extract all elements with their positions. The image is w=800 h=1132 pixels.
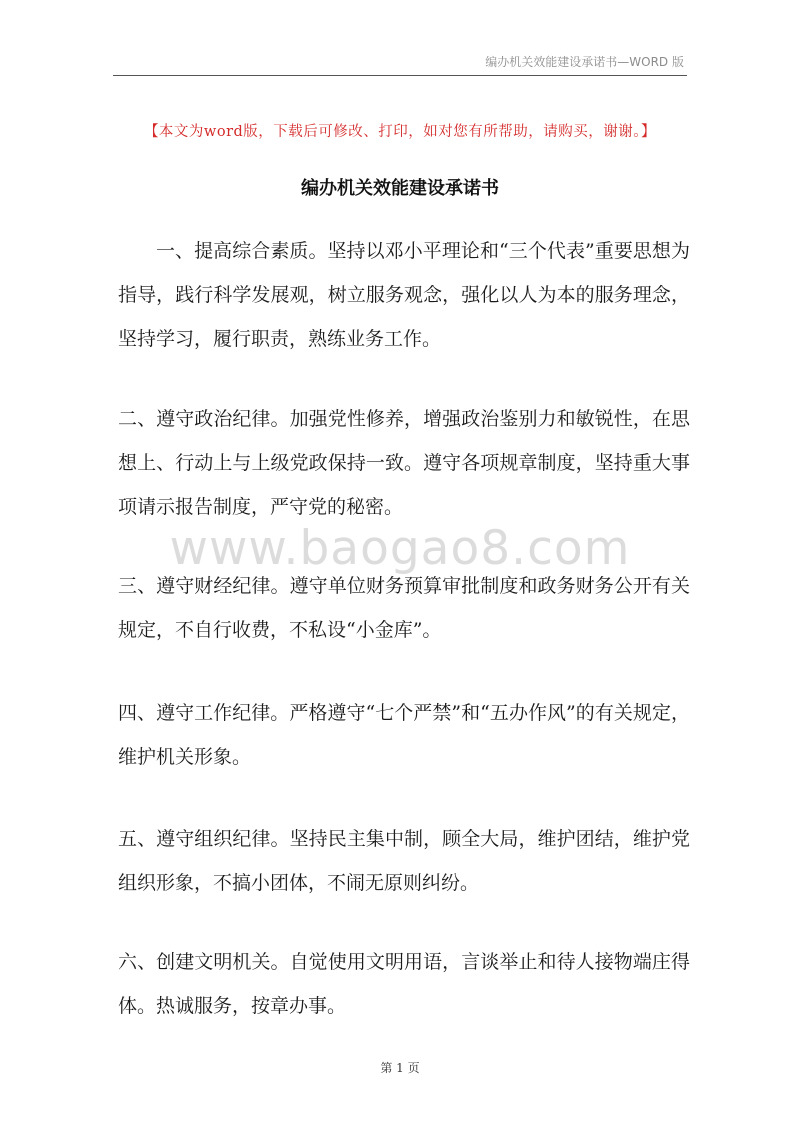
paragraph-2: 二、遵守政治纪律。加强党性修养，增强政治鉴别力和敏锐性，在思想上、行动上与上级党政保持一致。遵守各项规章制度，坚持重大事项请示报告制度，严守党的秘密。	[118, 408, 690, 518]
document-title: 编办机关效能建设承诺书	[301, 178, 499, 199]
paragraph-6: 六、创建文明机关。自觉使用文明用语，言谈举止和待人接物端庄得体。热诚服务，按章办事。	[118, 951, 690, 1017]
watermark: www.baogao8.com	[169, 521, 631, 576]
paragraph-5: 五、遵守组织纪律。坚持民主集中制，顾全大局，维护团结，维护党组织形象，不搞小团体，不闹无原则纠纷。	[118, 828, 690, 894]
header-divider	[113, 75, 687, 76]
purchase-notice: 【本文为word版，下载后可修改、打印，如对您有所帮助，请购买，谢谢。】	[143, 124, 657, 140]
paragraph-3: 三、遵守财经纪律。遵守单位财务预算审批制度和政务财务公开有关规定，不自行收费，不私设“小金库”。	[118, 575, 690, 641]
page-number: 第 1 页	[380, 1061, 420, 1075]
paragraph-4: 四、遵守工作纪律。严格遵守“七个严禁”和“五办作风”的有关规定，维护机关形象。	[118, 702, 690, 768]
running-header: 编办机关效能建设承诺书—WORD 版	[485, 55, 684, 69]
paragraph-1: 一、提高综合素质。坚持以邓小平理论和“三个代表”重要思想为指导，践行科学发展观，树立服务观念，强化以人为本的服务理念，坚持学习，履行职责，熟练业务工作。	[118, 240, 690, 350]
